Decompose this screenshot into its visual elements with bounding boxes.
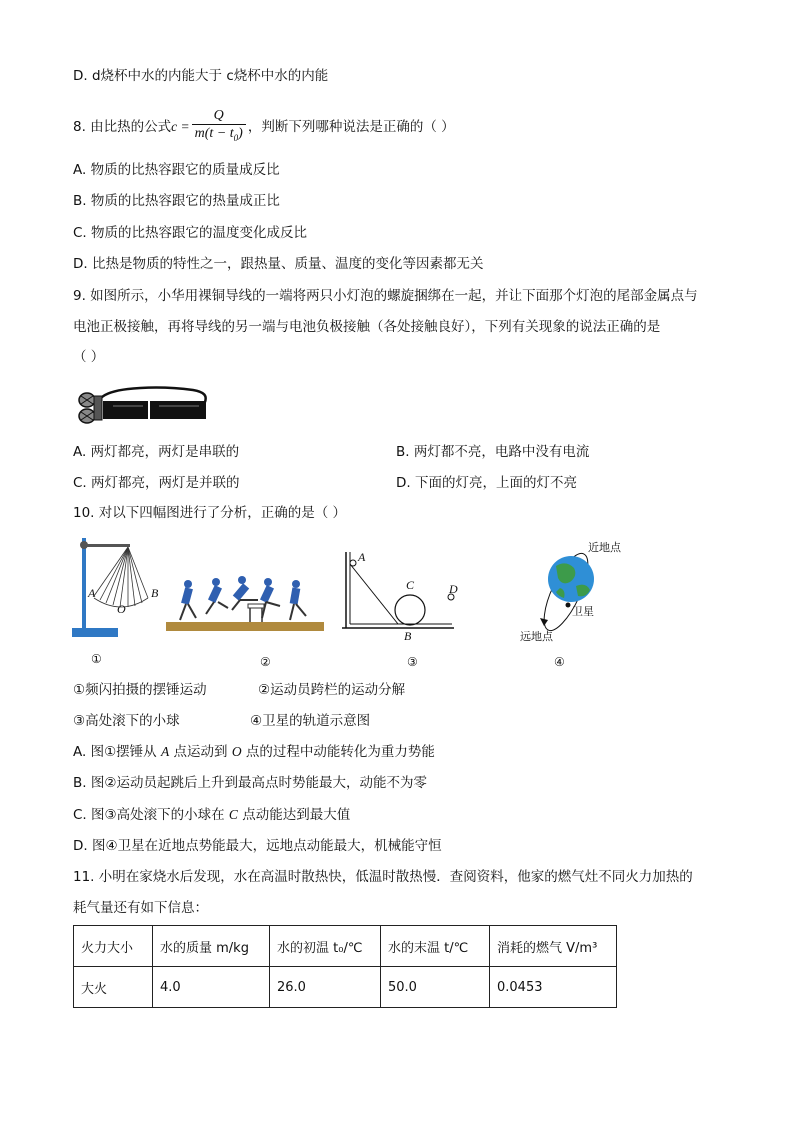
q8-formula-fraction xyxy=(192,108,246,146)
q8-formula-lhs: c = xyxy=(171,118,190,134)
q9-option-d: D. 下面的灯亮，上面的灯不亮 xyxy=(396,475,577,491)
table-cell: 26.0 xyxy=(270,967,381,1008)
q10-fig1-label-o: O xyxy=(117,602,126,616)
q10-fig1-label-b: B xyxy=(151,586,159,600)
q10-fig1-label-a: A xyxy=(88,586,96,600)
q10-caption-3: ③高处滚下的小球 xyxy=(73,713,180,729)
table-cell: 大火 xyxy=(74,967,153,1008)
q10-option-b: B. 图②运动员起跳后上升到最高点时势能最大，动能不为零 xyxy=(73,775,427,791)
q7-option-d: D. d烧杯中水的内能大于 c烧杯中水的内能 xyxy=(73,68,329,84)
q10-option-c: C. 图③高处滚下的小球在 C 点动能达到最大值 xyxy=(73,807,351,823)
q9-stem-line2: 电池正极接触，再将导线的另一端与电池负极接触（各处接触良好），下列有关现象的说法正确的是 xyxy=(73,319,661,335)
q10-fig4-label-satellite: 卫星 xyxy=(572,605,594,618)
q8-prefix: 8. 由比热的公式 xyxy=(73,118,172,135)
q8-suffix: ，判断下列哪种说法是正确的（ ） xyxy=(247,118,455,135)
q10-fig4-label-perigee: 近地点 xyxy=(588,541,621,554)
q10-stem: 10. 对以下四幅图进行了分析，正确的是（ ） xyxy=(73,505,347,521)
table-header-cell: 消耗的燃气 V/m³ xyxy=(490,926,617,967)
q8-option-c: C. 物质的比热容跟它的温度变化成反比 xyxy=(73,225,308,241)
q11-stem-line1: 11. 小明在家烧水后发现，水在高温时散热快，低温时散热慢．查阅资料，他家的燃气灶不同火力加热的 xyxy=(73,869,693,885)
q11-stem-line2: 耗气量还有如下信息： xyxy=(73,900,208,916)
q10-fig4-label-apogee: 远地点 xyxy=(520,630,553,643)
q10-fig3-label-b: B xyxy=(404,629,412,643)
q10-fig3-label-a: A xyxy=(358,550,366,564)
table-cell: 50.0 xyxy=(381,967,490,1008)
table-header-cell: 水的初温 t₀/℃ xyxy=(270,926,381,967)
q8-stem xyxy=(73,108,455,146)
q10-fig3-label-c: C xyxy=(406,578,415,592)
q9-option-a: A. 两灯都亮，两灯是串联的 xyxy=(73,444,240,460)
q9-option-b: B. 两灯都不亮，电路中没有电流 xyxy=(396,444,590,460)
q9-stem-line1: 9. 如图所示，小华用裸铜导线的一端将两只小灯泡的螺旋捆绑在一起，并让下面那个灯泡的尾部金属点与 xyxy=(73,288,698,304)
q10-caption-2: ②运动员跨栏的运动分解 xyxy=(258,682,406,698)
q8-formula-numerator: Q xyxy=(213,108,224,123)
q10-option-d: D. 图④卫星在近地点势能最大，远地点动能最大，机械能守恒 xyxy=(73,838,442,854)
q10-fig-number-1: ① xyxy=(91,652,102,666)
q9-option-c: C. 两灯都亮，两灯是并联的 xyxy=(73,475,240,491)
table-cell: 4.0 xyxy=(153,967,270,1008)
q10-option-a: A. 图①摆锤从 A 点运动到 O 点的过程中动能转化为重力势能 xyxy=(73,744,435,760)
q8-option-b: B. 物质的比热容跟它的热量成正比 xyxy=(73,193,280,209)
q8-option-d: D. 比热是物质的特性之一，跟热量、质量、温度的变化等因素都无关 xyxy=(73,256,484,272)
q10-fig2-hurdler xyxy=(166,570,326,634)
table-header-row xyxy=(74,926,617,967)
q10-caption-1: ①频闪拍摄的摆锤运动 xyxy=(73,682,207,698)
table-row xyxy=(74,967,617,1008)
table-cell: 0.0453 xyxy=(490,967,617,1008)
q9-bulbs-battery-figure xyxy=(73,384,213,426)
q10-fig-number-4: ④ xyxy=(554,655,565,669)
q8-formula-denominator: $m(t - t_0)$ xyxy=(192,124,246,146)
q10-fig4-satellite-orbit xyxy=(526,542,626,638)
q8-option-a: A. 物质的比热容跟它的质量成反比 xyxy=(73,162,280,178)
q11-data-table xyxy=(73,925,617,1008)
q10-fig3-label-d: D xyxy=(449,582,458,596)
q10-fig-number-2: ② xyxy=(260,655,271,669)
table-header-cell: 水的末温 t/℃ xyxy=(381,926,490,967)
table-header-cell: 火力大小 xyxy=(74,926,153,967)
q10-fig-number-3: ③ xyxy=(407,655,418,669)
table-header-cell: 水的质量 m/kg xyxy=(153,926,270,967)
q9-stem-line3: （ ） xyxy=(73,349,105,365)
q10-caption-4: ④卫星的轨道示意图 xyxy=(250,713,371,729)
